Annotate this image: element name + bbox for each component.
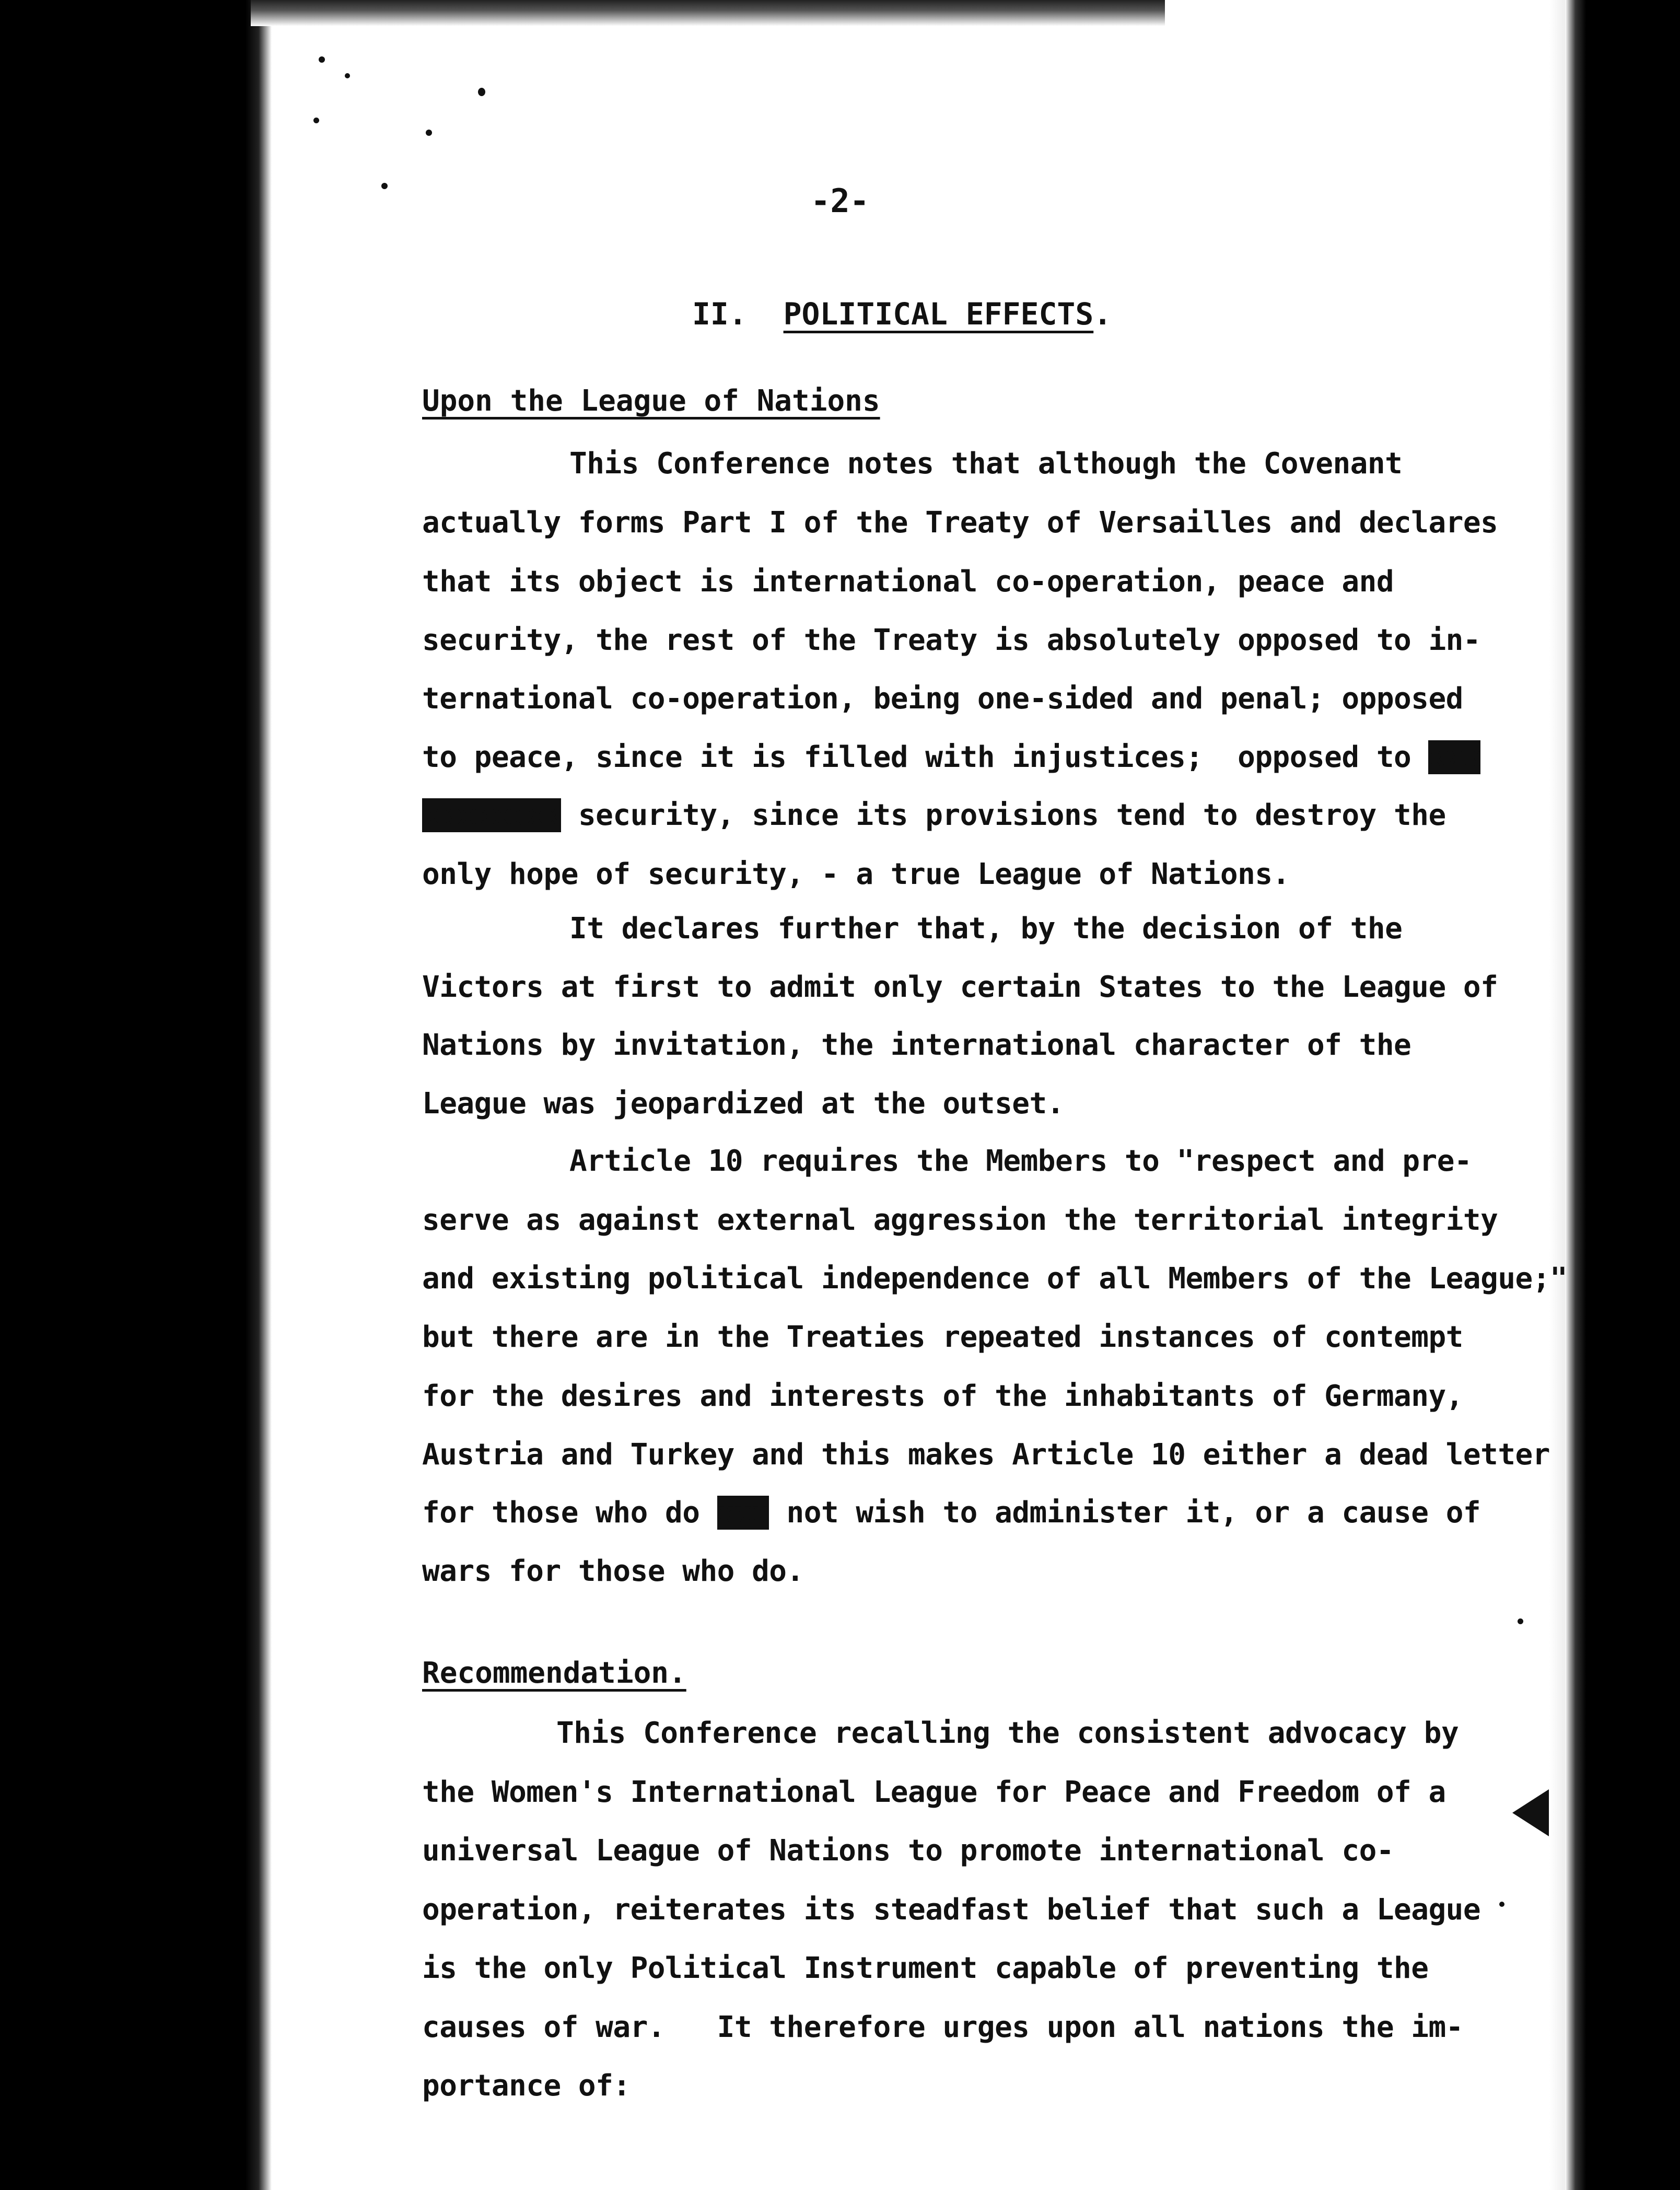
ink-speck — [345, 73, 350, 78]
paragraph-4-line-6: causes of war. It therefore urges upon all nations the im- — [422, 2010, 1463, 2044]
paragraph-3-line-7b: not wish to administer it, or a cause of — [786, 1496, 1481, 1530]
paragraph-4-line-7: portance of: — [422, 2069, 631, 2103]
paragraph-3-line-7-wrapper — [422, 1496, 1480, 1530]
ink-speck — [313, 118, 319, 123]
paragraph-3-line-5: for the desires and interests of the inhabitants of Germany, — [422, 1379, 1463, 1413]
paragraph-3-line-4: but there are in the Treaties repeated instances of contempt — [422, 1320, 1463, 1354]
scan-border-right — [1565, 0, 1680, 2190]
ink-speck — [1518, 1618, 1523, 1624]
paragraph-1-line-4: security, the rest of the Treaty is absolutely opposed to in- — [422, 623, 1481, 657]
paragraph-2-line-4: League was jeopardized at the outset. — [422, 1087, 1064, 1121]
ink-speck — [381, 183, 388, 189]
ink-speck — [1499, 1902, 1504, 1907]
strikeout-mark: xxx — [1428, 740, 1481, 774]
subheading-recommendation: Recommendation. — [422, 1656, 686, 1690]
paragraph-3-line-1: Article 10 requires the Members to "respect and pre- — [569, 1144, 1472, 1178]
paragraph-3-line-2: serve as against external aggression the territorial integrity — [422, 1203, 1498, 1237]
strikeout-mark: xxx — [717, 1496, 769, 1530]
ink-speck — [319, 56, 325, 63]
page-clip-shadow — [1512, 1789, 1549, 1836]
paragraph-1-line-1: This Conference notes that although the Covenant — [569, 447, 1403, 481]
paragraph-4-line-1: This Conference recalling the consistent advocacy by — [556, 1716, 1459, 1750]
paragraph-1-line-3: that its object is international co-operation, peace and — [422, 565, 1394, 599]
paragraph-1-line-5: ternational co-operation, being one-sided and penal; opposed — [422, 682, 1463, 716]
paragraph-1-line-6-wrapper — [422, 740, 1480, 774]
section-numeral: II. — [692, 296, 747, 332]
paragraph-3-line-3: and existing political independence of all Members of the League;" — [422, 1262, 1568, 1296]
section-title: POLITICAL EFFECTS — [783, 296, 1094, 332]
paragraph-1-line-7: security, since its provisions tend to destroy the — [578, 798, 1446, 832]
section-heading — [692, 296, 1112, 332]
paragraph-4-line-4: operation, reiterates its steadfast belief that such a League — [422, 1893, 1481, 1927]
paragraph-1-line-2: actually forms Part I of the Treaty of Versailles and declares — [422, 506, 1498, 540]
paragraph-4-line-2: the Women's International League for Peace and Freedom of a — [422, 1775, 1446, 1809]
paragraph-1-line-6: to peace, since it is filled with injustices; opposed to — [422, 740, 1411, 774]
subheading-league-of-nations: Upon the League of Nations — [422, 384, 880, 418]
paragraph-1-line-8: only hope of security, - a true League of Nations. — [422, 857, 1290, 891]
paragraph-4-line-5: is the only Political Instrument capable of preventing the — [422, 1951, 1429, 1985]
paragraph-3-line-7a: for those who do — [422, 1496, 700, 1530]
paragraph-2-line-1: It declares further that, by the decision of the — [569, 912, 1403, 946]
ink-speck — [478, 88, 485, 96]
ink-speck — [426, 130, 432, 136]
paragraph-3-line-6: Austria and Turkey and this makes Article 10 either a dead letter — [422, 1438, 1550, 1472]
paragraph-1-line-7-wrapper — [422, 798, 1446, 832]
scan-border-left — [0, 0, 272, 2190]
paragraph-2-line-3: Nations by invitation, the international character of the — [422, 1028, 1411, 1062]
scan-border-right-gap — [1549, 0, 1565, 2190]
scan-border-top — [251, 0, 1165, 26]
paragraph-2-line-2: Victors at first to admit only certain States to the League of — [422, 970, 1498, 1004]
paragraph-4-line-3: universal League of Nations to promote international co- — [422, 1834, 1394, 1868]
paragraph-3-line-8: wars for those who do. — [422, 1554, 804, 1588]
section-title-period: . — [1093, 296, 1112, 332]
strikeout-mark: xxxxxxxx — [422, 798, 561, 832]
page-number: -2- — [811, 182, 869, 220]
